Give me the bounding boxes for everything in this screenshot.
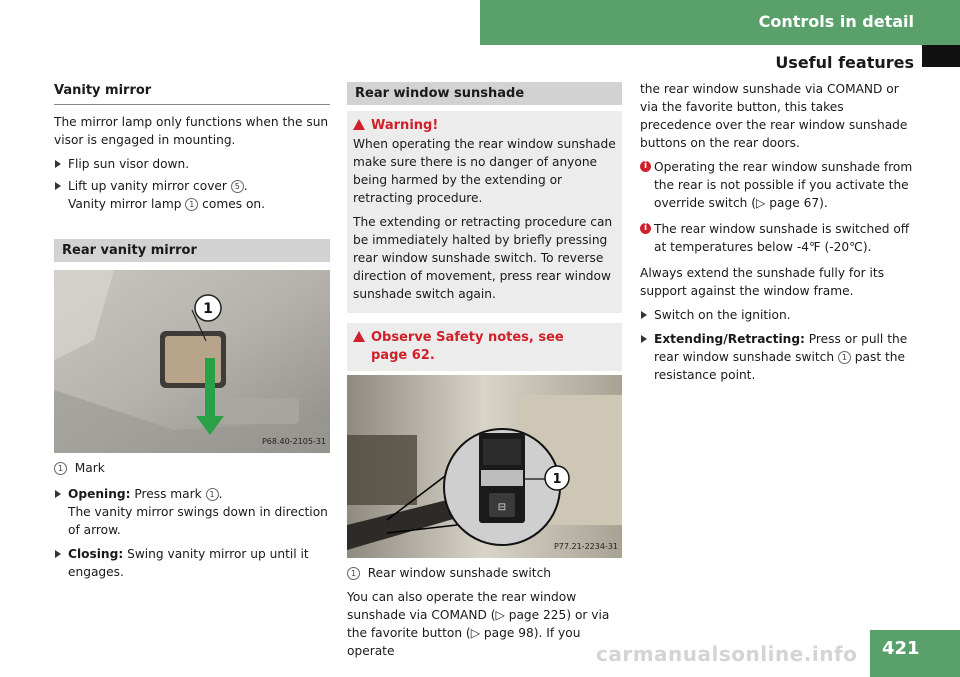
page-reference-link[interactable]: ▷ page 67 — [756, 196, 820, 210]
info-icon: i — [640, 223, 651, 234]
photo-caption: 1 Mark — [54, 459, 330, 477]
step-ignition: Switch on the ignition. — [640, 306, 916, 324]
photo-code: P77.21-2234-31 — [553, 542, 618, 551]
chapter-tab — [480, 0, 960, 45]
callout-marker: 1 — [206, 488, 219, 501]
warning-box — [347, 111, 622, 313]
page-reference-link[interactable]: ▷ page 98 — [470, 626, 534, 640]
step-opening: Opening: Press mark 1 . The vanity mirror swings down in direction of arrow. — [54, 485, 330, 539]
middle-column — [347, 82, 622, 666]
callout-marker: 5 — [231, 180, 244, 193]
warning-icon — [353, 119, 365, 130]
rear-vanity-heading: Rear vanity mirror — [54, 239, 330, 262]
info-note: i The rear window sunshade is switched off at temperatures below -4℉ (-20℃). — [640, 220, 916, 256]
info-icon: i — [640, 161, 651, 172]
left-column — [54, 82, 330, 585]
extend-paragraph: Always extend the sunshade fully for its support against the window frame. — [640, 266, 885, 298]
watermark: carmanualsonline.info — [596, 642, 858, 666]
page-reference-link[interactable]: ▷ page 225 — [495, 608, 567, 622]
section-marker — [922, 45, 960, 67]
warning-title: Warning! — [371, 118, 439, 133]
photo-callout-number: 1 — [552, 472, 562, 487]
right-column — [640, 80, 916, 388]
photo-caption: 1 Rear window sunshade switch — [347, 564, 622, 582]
warning-text: When operating the rear window sunshade make sure there is no danger of anyone being harmed by the extending or retracting procedure. — [353, 137, 616, 205]
sunshade-heading: Rear window sunshade — [347, 82, 622, 105]
sunshade-switch-illustration — [347, 375, 622, 558]
sunshade-switch-photo — [347, 375, 622, 558]
chapter-title: Controls in detail — [758, 12, 914, 31]
safety-page-ref: page 62. — [371, 348, 435, 363]
step-flip-visor: Flip sun visor down. — [54, 155, 330, 173]
warning-icon — [353, 331, 365, 342]
photo-callout-number: 1 — [203, 301, 213, 317]
page-number: 421 — [882, 638, 920, 659]
photo-code: P68.40-2105-31 — [261, 437, 326, 446]
callout-marker: 1 — [54, 462, 67, 475]
warning-text: The extending or retracting procedure can be immediately halted by briefly pressing rear window sunshade switch. To reverse direction of movement, press rear window sunshade switch again. — [353, 215, 613, 301]
info-note: i Operating the rear window sunshade from the rear is not possible if you activate the override switch (▷ page 67). — [640, 158, 916, 212]
precedence-paragraph: the rear window sunshade via COMAND or via the favorite button, this takes precedence over the rear window sunshade buttons on the rear doors. — [640, 82, 908, 150]
rear-vanity-photo — [54, 270, 330, 453]
vanity-mirror-heading: Vanity mirror — [54, 82, 330, 105]
section-title: Useful features — [775, 53, 914, 72]
safety-note: Observe Safety notes, see — [371, 330, 564, 345]
callout-marker: 1 — [838, 351, 851, 364]
callout-marker: 1 — [185, 198, 198, 211]
step-closing: Closing: Swing vanity mirror up until it engages. — [54, 545, 330, 581]
switch-symbol-icon: ⊟ — [497, 502, 507, 513]
vanity-intro: The mirror lamp only functions when the sun visor is engaged in mounting. — [54, 115, 329, 147]
safety-box — [347, 323, 622, 371]
comand-paragraph: You can also operate the rear window sunshade via COMAND (▷ page 225) or via the favorite button (▷ page 98). If you operate — [347, 590, 610, 658]
step-extending: Extending/Retracting: Press or pull the rear window sunshade switch 1 past the resistance point. — [640, 330, 916, 384]
callout-marker: 1 — [347, 567, 360, 580]
rear-vanity-illustration — [54, 270, 330, 453]
step-lift-cover: Lift up vanity mirror cover 5 . Vanity mirror lamp 1 comes on. — [54, 177, 330, 213]
page-number-tab — [870, 630, 960, 677]
